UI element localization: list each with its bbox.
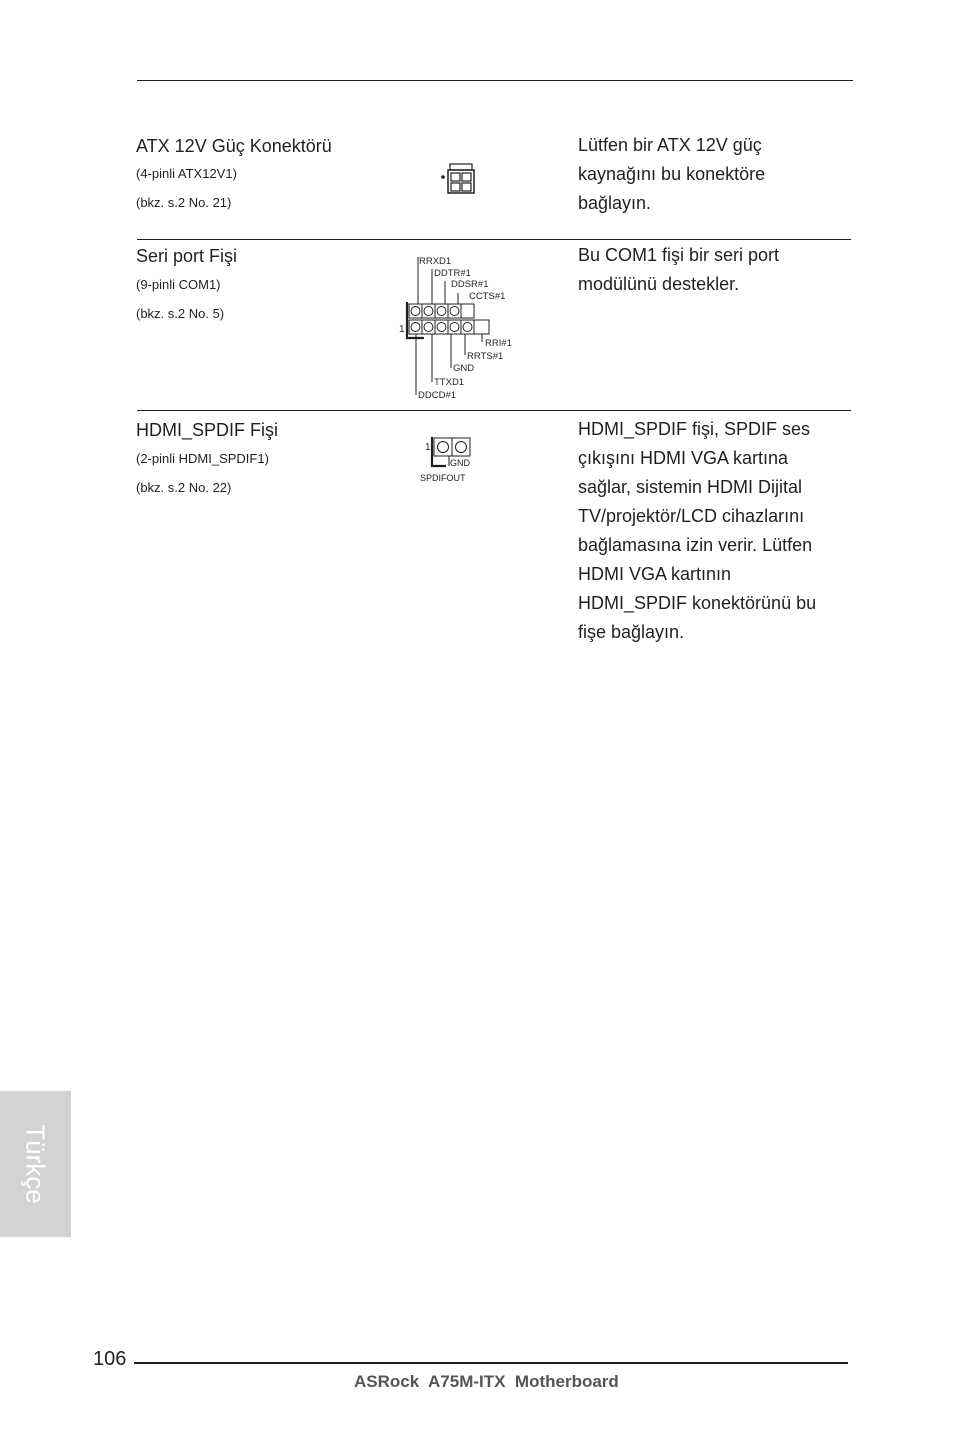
atx12v-subtitle: (4-pinli ATX12V1) [136,166,237,181]
header-rule [137,80,853,81]
page-number: 106 [93,1348,127,1370]
pin-label-rrts1: RRTS#1 [467,351,504,362]
desc-line: TV/projektör/LCD cihazlarını [578,506,805,526]
desc-line: bağlamasına izin verir. Lütfen [578,535,813,555]
spdif-out-label: SPDIFOUT [420,473,466,483]
footer-rule [134,1362,848,1364]
desc-line: Bu COM1 fişi bir seri port [578,245,780,265]
atx12v-connector-diagram [440,162,480,196]
pin-label-gnd: GND [453,363,475,374]
com1-subtitle: (9-pinli COM1) [136,277,221,292]
atx12v-ref: (bkz. s.2 No. 21) [136,195,232,210]
desc-line: fişe bağlayın. [578,622,685,642]
com1-description [578,241,848,299]
spdif-gnd-label: GND [450,458,470,468]
pin-label-rrxd1: RRXD1 [419,256,452,267]
desc-line: sağlar, sistemin HDMI Dijital [578,477,803,497]
language-side-tab [0,1091,71,1237]
pin-label-ddtr1: DDTR#1 [434,268,471,279]
desc-line: HDMI_SPDIF konektörünü bu [578,593,817,613]
spdif-pin1-label: 1 [425,442,431,453]
pin-label-rri1: RRI#1 [485,338,512,349]
pin-label-ddcd1: DDCD#1 [418,390,457,401]
atx12v-title: ATX 12V Güç Konektörü [136,136,332,156]
spdif-description [578,415,848,647]
footer-product-name: ASRock A75M-ITX Motherboard [354,1372,619,1391]
com1-pin1-label: 1 [399,324,405,335]
com1-title: Seri port Fişi [136,246,238,266]
pin-label-ttxd1: TTXD1 [434,377,465,388]
pin-label-ddsr1: DDSR#1 [451,279,489,290]
spdif-title: HDMI_SPDIF Fişi [136,420,279,440]
row-divider [137,410,851,411]
desc-line: çıkışını HDMI VGA kartına [578,448,789,468]
pin-label-ccts1: CCTS#1 [469,291,506,302]
spdif-pin-diagram [418,434,482,486]
spdif-ref: (bkz. s.2 No. 22) [136,480,232,495]
desc-line: Lütfen bir ATX 12V güç [578,135,762,155]
desc-line: HDMI VGA kartının [578,564,732,584]
desc-line: kaynağını bu konektöre [578,164,766,184]
spdif-subtitle: (2-pinli HDMI_SPDIF1) [136,451,269,466]
com1-pin-diagram [398,252,522,404]
desc-line: bağlayın. [578,193,652,213]
desc-line: modülünü destekler. [578,274,740,294]
row-divider [137,239,851,240]
atx12v-description [578,131,848,218]
com1-ref: (bkz. s.2 No. 5) [136,306,225,321]
language-tab-label: Türkçe [20,1124,51,1204]
desc-line: HDMI_SPDIF fişi, SPDIF ses [578,419,811,439]
